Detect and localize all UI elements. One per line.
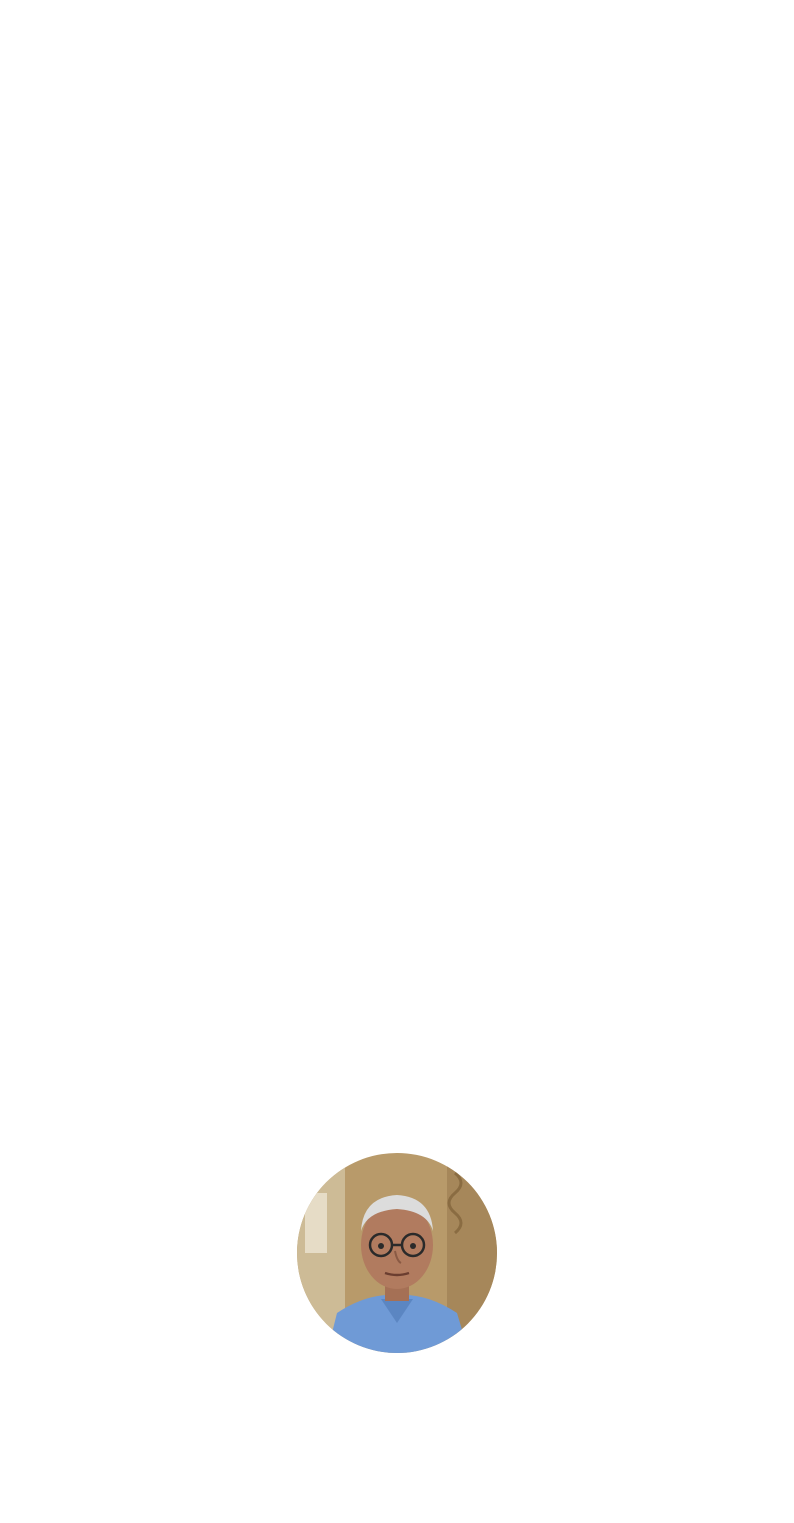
code-document — [8, 0, 788, 1121]
person-photo-icon — [297, 1153, 497, 1353]
